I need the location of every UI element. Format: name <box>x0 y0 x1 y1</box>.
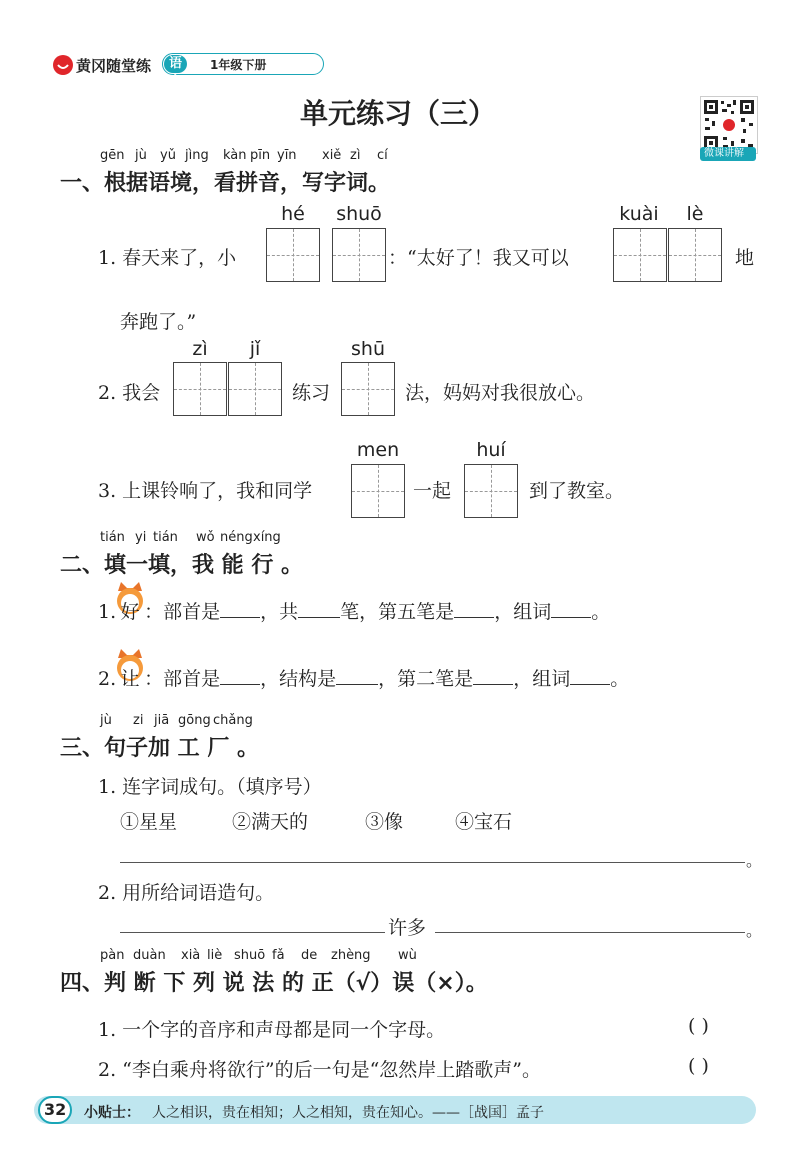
section2-item2 <box>98 664 629 691</box>
pinyin: xiě <box>322 148 342 163</box>
answer-blank[interactable] <box>220 599 260 618</box>
q1-text-part2: ：“太好了！我又可以 <box>388 247 569 269</box>
pinyin-zi: zì <box>192 338 208 360</box>
period: 。 <box>746 921 763 940</box>
section2-heading: 二、填一填，我 能 行 。 <box>60 553 303 578</box>
pinyin: gēn <box>100 148 125 163</box>
period: 。 <box>746 851 763 870</box>
writing-cell-hui[interactable] <box>464 464 518 518</box>
pinyin-shuo: shuō <box>336 203 382 225</box>
q2-text-part3: 法，妈妈对我很放心。 <box>405 382 596 404</box>
q1-text-part1: 1. 春天来了，小 <box>98 247 237 269</box>
pinyin-ji: jǐ <box>249 338 261 360</box>
target-char: 好 <box>120 601 140 623</box>
q3-text-part1: 3. 上课铃响了，我和同学 <box>98 480 313 502</box>
option: ①星星 <box>120 811 178 833</box>
writing-cell-zi[interactable] <box>173 362 227 416</box>
pinyin-men: men <box>356 439 400 461</box>
pinyin: yǔ <box>160 148 176 163</box>
pinyin: pàn <box>100 948 125 963</box>
q2-text-part1: 2. 我会 <box>98 382 161 404</box>
qr-code[interactable] <box>700 96 758 154</box>
brand-name: 黄冈随堂练 <box>76 57 152 75</box>
answer-blank[interactable] <box>336 666 378 685</box>
pinyin: jù <box>135 148 147 163</box>
item-text: ：部首是 <box>144 601 221 623</box>
pinyin: yi <box>135 530 147 545</box>
q1-text-part4: 奔跑了。” <box>120 311 197 333</box>
pinyin: yīn <box>277 148 297 163</box>
answer-blank[interactable] <box>454 599 494 618</box>
answer-blank[interactable] <box>220 666 260 685</box>
writing-cell-shuo[interactable] <box>332 228 386 282</box>
option: ③像 <box>365 811 404 833</box>
pinyin: wǒ <box>196 530 215 545</box>
q2-text-part2: 练习 <box>292 382 331 404</box>
given-word: 许多 <box>388 917 427 939</box>
page-number: 32 <box>44 1100 67 1119</box>
q3-text-part2: 一起 <box>413 480 452 502</box>
answer-blank[interactable] <box>473 666 513 685</box>
pinyin: zhèng <box>331 948 371 963</box>
option: ②满天的 <box>232 811 309 833</box>
option: ④宝石 <box>455 811 513 833</box>
item-text: ：部首是 <box>144 668 221 690</box>
answer-line[interactable] <box>435 932 745 933</box>
pinyin: gōng <box>178 713 211 728</box>
answer-paren[interactable]: ( ) <box>688 1015 709 1037</box>
pinyin: xíng <box>253 530 281 545</box>
pinyin: chǎng <box>213 713 253 728</box>
answer-blank[interactable] <box>551 599 591 618</box>
qr-label: 微课讲解 <box>704 148 744 159</box>
item-text: ，组词 <box>513 668 571 690</box>
answer-paren[interactable]: ( ) <box>688 1055 709 1077</box>
pinyin-shu: shū <box>351 338 385 360</box>
pinyin: jìng <box>185 148 209 163</box>
pinyin: duàn <box>133 948 166 963</box>
item-text: 。 <box>591 601 611 623</box>
brand-smile-icon <box>52 54 74 76</box>
item-text: 。 <box>610 668 630 690</box>
answer-blank[interactable] <box>570 666 610 685</box>
pinyin-kuai: kuài <box>619 203 659 225</box>
pinyin: pīn <box>250 148 271 163</box>
section2-item1 <box>98 597 610 624</box>
q1-text-part3: 地 <box>735 247 755 269</box>
item-text: 笔，第五笔是 <box>340 601 455 623</box>
answer-line[interactable] <box>120 862 745 863</box>
pinyin: liè <box>207 948 223 963</box>
pinyin: zi <box>133 713 144 728</box>
writing-cell-shu[interactable] <box>341 362 395 416</box>
subject-label: 语文 <box>164 55 187 73</box>
fox-char-badge <box>116 597 144 624</box>
item-number: 2. <box>98 668 117 690</box>
item-text: ，结构是 <box>260 668 337 690</box>
pinyin: jiā <box>154 713 170 728</box>
pinyin: tián <box>153 530 178 545</box>
q3-text-part3: 到了教室。 <box>529 480 625 502</box>
section3-heading: 三、句子加 工 厂 。 <box>60 736 259 761</box>
pinyin: de <box>301 948 318 963</box>
item-number: 1. <box>98 601 117 623</box>
pinyin: xià <box>181 948 201 963</box>
pinyin: wù <box>398 948 417 963</box>
pinyin: néng <box>220 530 253 545</box>
page-title: 单元练习（三） <box>300 97 497 130</box>
pinyin: fǎ <box>272 948 285 963</box>
judge-item: 1. 一个字的音序和声母都是同一个字母。 <box>98 1019 446 1041</box>
writing-cell-le[interactable] <box>668 228 722 282</box>
writing-cell-ji[interactable] <box>228 362 282 416</box>
pinyin: zì <box>350 148 361 163</box>
pinyin: tián <box>100 530 125 545</box>
writing-cell-he[interactable] <box>266 228 320 282</box>
judge-item: 2. “李白乘舟将欲行”的后一句是“忽然岸上踏歌声”。 <box>98 1059 542 1081</box>
item-text: ，组词 <box>494 601 552 623</box>
pinyin-hui: huí <box>476 439 506 461</box>
pinyin: shuō <box>234 948 266 963</box>
pinyin: kàn <box>223 148 247 163</box>
fox-char-badge <box>116 664 144 691</box>
section3-q1: 1. 连字词成句。（填序号） <box>98 776 322 798</box>
grade-label: 1年级下册 <box>210 58 267 72</box>
tip-text: 人之相识，贵在相知；人之相知，贵在知心。——［战国］孟子 <box>152 1105 544 1121</box>
writing-cell-men[interactable] <box>351 464 405 518</box>
answer-line[interactable] <box>120 932 385 933</box>
qr-code-image <box>701 97 757 153</box>
item-text: ，共 <box>260 601 299 623</box>
section1-heading: 一、根据语境，看拼音，写字词。 <box>60 171 391 196</box>
section3-q2: 2. 用所给词语造句。 <box>98 882 275 904</box>
answer-blank[interactable] <box>298 599 340 618</box>
target-char: 让 <box>120 668 140 690</box>
pinyin-he: hé <box>281 203 305 225</box>
section4-heading: 四、判 断 下 列 说 法 的 正（√）误（×）。 <box>60 971 488 996</box>
tip-label: 小贴士： <box>84 1105 140 1121</box>
item-text: ，第二笔是 <box>378 668 474 690</box>
pinyin: jù <box>100 713 112 728</box>
pinyin-le: lè <box>686 203 704 225</box>
pinyin: cí <box>377 148 388 163</box>
writing-cell-kuai[interactable] <box>613 228 667 282</box>
